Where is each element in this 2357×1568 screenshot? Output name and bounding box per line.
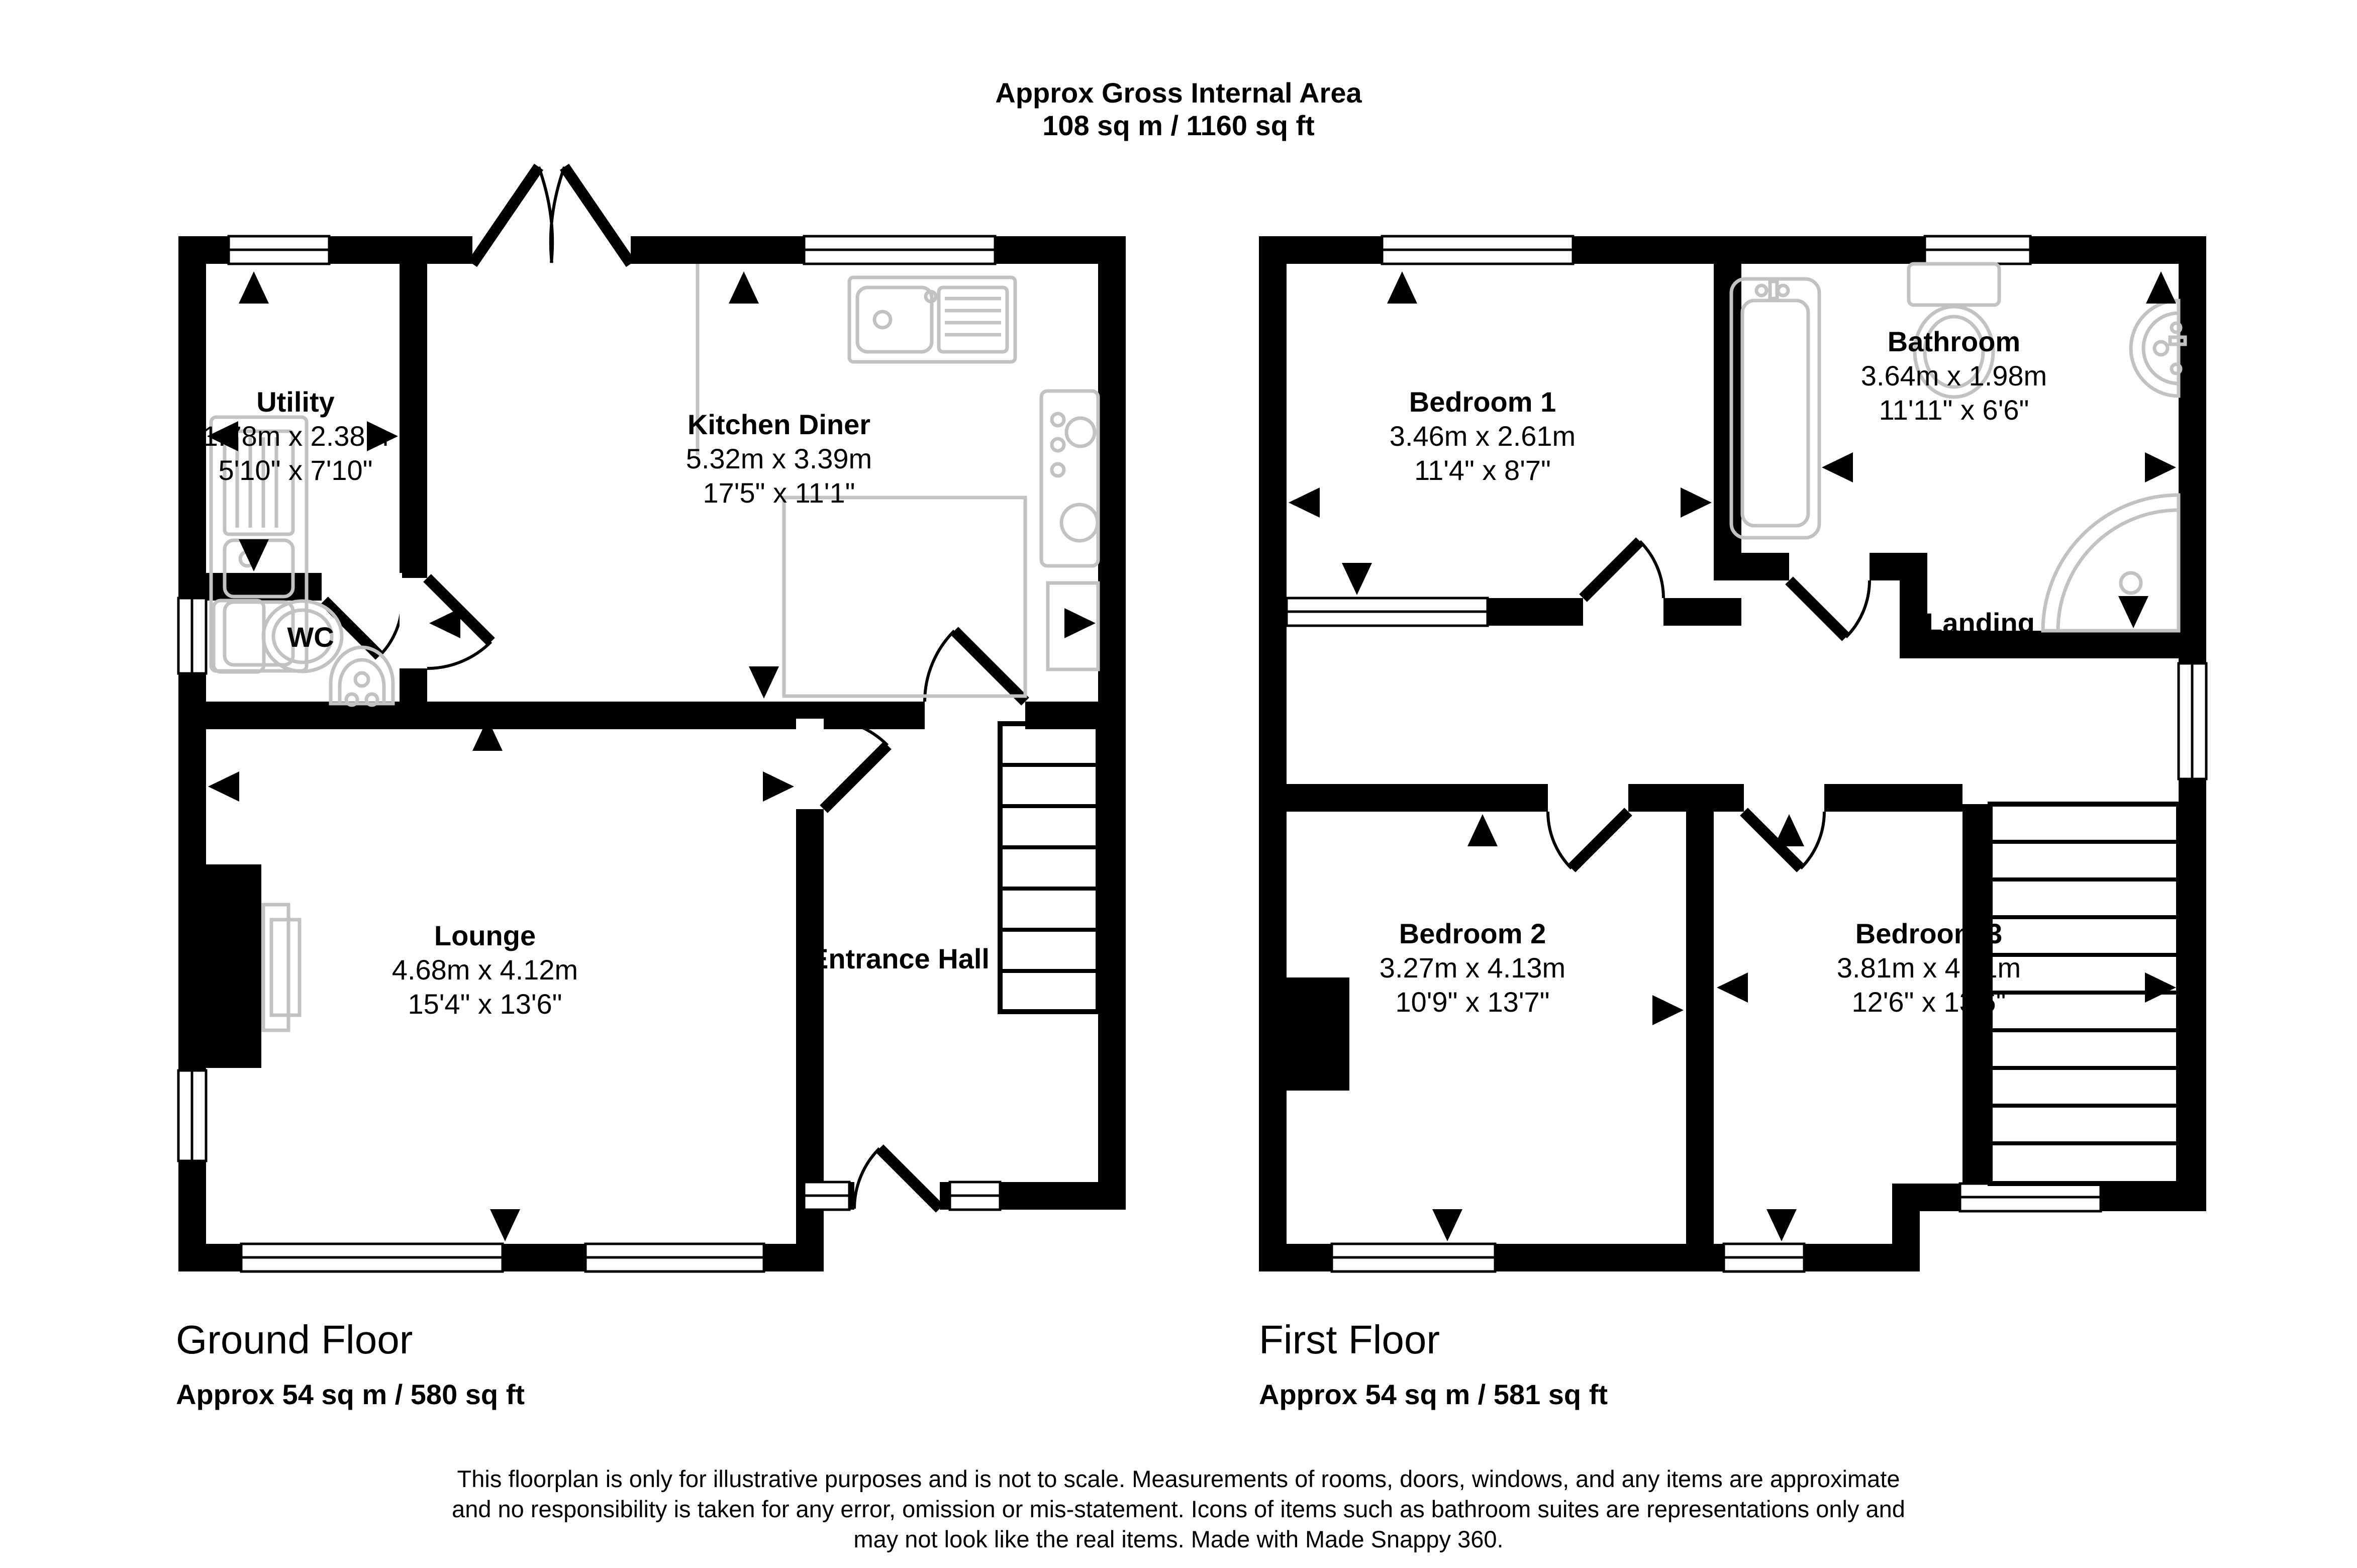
hob-icon xyxy=(1041,391,1098,566)
window xyxy=(1382,236,1573,264)
measurement-arrow xyxy=(1652,995,1684,1025)
room-metric-bathroom: 3.64m x 1.98m xyxy=(1860,360,2047,391)
room-metric-lounge: 4.68m x 4.12m xyxy=(391,954,578,986)
room-imperial-kitchen-diner: 17'5" x 11'1" xyxy=(703,477,855,509)
measurement-arrow xyxy=(1467,814,1498,846)
room-label-kitchen-diner: Kitchen Diner xyxy=(687,409,871,440)
measurement-arrows-ground xyxy=(207,271,1096,1241)
room-label-lounge: Lounge xyxy=(434,920,536,951)
ground-floor-heading: Ground Floor xyxy=(176,1317,413,1362)
disclaimer-line2: and no responsibility is taken for any error, omission or mis-statement. Icons of items such as bathroom suites are representations only and xyxy=(452,1496,1905,1522)
measurement-arrow xyxy=(239,271,269,304)
room-label-wc: WC xyxy=(287,621,334,653)
room-label-bedroom1: Bedroom 1 xyxy=(1409,386,1556,418)
room-label-bathroom: Bathroom xyxy=(1887,326,2021,357)
window xyxy=(804,1182,849,1210)
front-door xyxy=(854,1148,940,1210)
measurement-arrow xyxy=(490,1209,520,1241)
room-label-utility: Utility xyxy=(256,386,335,418)
room-imperial-lounge: 15'4" x 13'6" xyxy=(408,988,562,1020)
bath-icon xyxy=(1731,279,1819,538)
room-imperial-bedroom2: 10'9" x 13'7" xyxy=(1395,986,1550,1018)
room-metric-kitchen-diner: 5.32m x 3.39m xyxy=(685,443,872,474)
measurement-arrow xyxy=(729,271,759,304)
door-bathroom xyxy=(1789,580,1870,637)
measurement-arrow xyxy=(1774,814,1804,846)
room-imperial-bathroom: 11'11" x 6'6" xyxy=(1879,394,2029,426)
first-floor-heading: First Floor xyxy=(1259,1317,1440,1362)
door-lounge xyxy=(796,719,888,809)
measurement-arrow xyxy=(749,666,779,699)
corner-shower-icon xyxy=(2043,495,2179,631)
window xyxy=(1332,1244,1495,1271)
measurement-arrow xyxy=(1822,452,1853,482)
door-bedroom2 xyxy=(1548,812,1628,868)
measurement-arrow xyxy=(763,771,794,802)
measurement-arrow xyxy=(1064,608,1096,638)
first-floor-plan xyxy=(1259,236,2206,1271)
measurement-arrow xyxy=(1289,487,1320,518)
page-title-line1: Approx Gross Internal Area xyxy=(995,77,1362,109)
window xyxy=(241,1244,503,1271)
room-metric-utility: 1.78m x 2.38m xyxy=(202,420,389,452)
measurement-arrow xyxy=(208,771,239,802)
ground-floor-plan xyxy=(178,167,1126,1271)
room-label-bedroom2: Bedroom 2 xyxy=(1399,918,1546,949)
measurement-arrow xyxy=(1681,487,1712,518)
window xyxy=(585,1244,764,1271)
measurement-arrow xyxy=(429,608,460,638)
page-title-line2: 108 sq m / 1160 sq ft xyxy=(1042,110,1315,141)
room-imperial-bedroom1: 11'4" x 8'7" xyxy=(1414,454,1551,486)
room-metric-bedroom2: 3.27m x 4.13m xyxy=(1379,952,1566,984)
measurement-arrow xyxy=(1387,271,1417,304)
measurement-arrow xyxy=(2145,972,2176,1003)
ground-floor-area: Approx 54 sq m / 580 sq ft xyxy=(176,1379,525,1410)
measurement-arrow xyxy=(1432,1209,1462,1241)
window xyxy=(1925,236,2030,264)
window xyxy=(1960,1184,2101,1211)
bathroom-sink-icon xyxy=(2131,301,2185,396)
measurement-arrow xyxy=(2118,596,2148,628)
window xyxy=(950,1182,1000,1210)
room-metric-bedroom1: 3.46m x 2.61m xyxy=(1389,420,1576,452)
window xyxy=(178,1070,206,1161)
door-kitchen-hall xyxy=(925,631,1025,729)
measurement-arrow xyxy=(1766,1209,1797,1241)
measurement-arrow xyxy=(1342,563,1372,595)
room-imperial-utility: 5'10" x 7'10" xyxy=(218,454,373,486)
window xyxy=(804,236,995,264)
room-label-bedroom3: Bedroom 3 xyxy=(1855,918,2003,949)
stairs-ground xyxy=(1000,724,1098,1012)
kitchen-sink-icon xyxy=(849,277,1015,362)
room-metric-bedroom3: 3.81m x 4.11m xyxy=(1836,952,2021,984)
chimney-breast xyxy=(1287,977,1349,1091)
room-imperial-bedroom3: 12'6" x 13'6" xyxy=(1851,986,2006,1018)
measurement-arrow xyxy=(1717,972,1748,1003)
door-bedroom1 xyxy=(1583,541,1663,598)
room-label-landing: Landing xyxy=(1925,607,2035,639)
room-label-entrance-hall: Entrance Hall xyxy=(810,943,990,974)
disclaimer-line1: This floorplan is only for illustrative purposes and is not to scale. Measurements of rooms, doors, windows, and any items are approximate xyxy=(457,1465,1900,1492)
window xyxy=(1724,1244,1804,1271)
measurement-arrow xyxy=(2145,452,2176,482)
double-door xyxy=(472,167,631,264)
disclaimer-line3: may not look like the real items. Made with Made Snappy 360. xyxy=(853,1526,1504,1552)
fireplace-tv-icon xyxy=(263,905,300,1030)
window xyxy=(229,236,329,264)
wc-basin-icon xyxy=(331,647,393,705)
measurement-arrow xyxy=(2146,271,2176,304)
chimney-breast xyxy=(206,864,261,1068)
first-floor-area: Approx 54 sq m / 581 sq ft xyxy=(1259,1379,1608,1410)
window xyxy=(178,598,206,673)
window xyxy=(2179,663,2206,779)
window xyxy=(1287,598,1488,626)
